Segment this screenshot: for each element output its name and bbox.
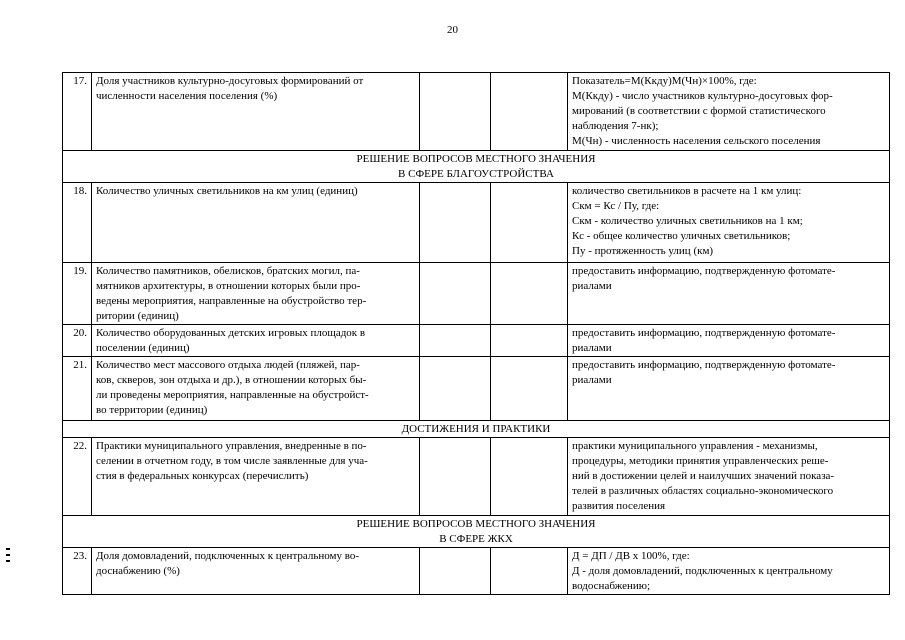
text-line: Количество мест массового отдыха людей (пляжей, пар- bbox=[96, 359, 360, 371]
text-line: мирований (в соответствии с формой статистического bbox=[572, 105, 826, 117]
row-number: 18. bbox=[63, 183, 92, 263]
text-line: РЕШЕНИЕ ВОПРОСОВ МЕСТНОГО ЗНАЧЕНИЯ bbox=[356, 518, 596, 530]
table-row bbox=[63, 438, 890, 516]
text-line: стия в федеральных конкурсах (перечислить) bbox=[96, 470, 309, 482]
text-line: предоставить информацию, подтвержденную фотомате- bbox=[572, 265, 836, 277]
text-line: ведены мероприятия, направленные на обустройство тер- bbox=[96, 295, 367, 307]
text-line: предоставить информацию, подтвержденную фотомате- bbox=[572, 359, 836, 371]
text-line: Практики муниципального управления, внедренные в по- bbox=[96, 440, 367, 452]
text-line: Д - доля домовладений, подключенных к центральному bbox=[572, 565, 833, 577]
text-line: Доля участников культурно-досуговых формирований от bbox=[96, 75, 364, 87]
text-line: мятников архитектуры, в отношении которых были про- bbox=[96, 280, 361, 292]
table-row bbox=[63, 263, 890, 325]
row-number: 23. bbox=[63, 548, 92, 595]
table-row bbox=[63, 548, 890, 595]
value-cell-1 bbox=[420, 325, 491, 357]
value-cell-1 bbox=[420, 183, 491, 263]
margin-mark bbox=[6, 548, 10, 566]
text-line: предоставить информацию, подтвержденную фотомате- bbox=[572, 327, 836, 339]
section-header-row bbox=[63, 151, 890, 183]
text-line: количество светильников в расчете на 1 км улиц: bbox=[572, 185, 802, 197]
calculation-method bbox=[568, 73, 890, 151]
text-line: В СФЕРЕ ЖКХ bbox=[439, 533, 513, 545]
table-row bbox=[63, 357, 890, 421]
text-line: Количество оборудованных детских игровых площадок в bbox=[96, 327, 366, 339]
text-line: селении в отчетном году, в том числе заявленные для уча- bbox=[96, 455, 368, 467]
text-line: развития поселения bbox=[572, 500, 666, 512]
text-line: Доля домовладений, подключенных к центральному во- bbox=[96, 550, 360, 562]
indicators-table bbox=[62, 72, 890, 595]
text-line: Кс - общее количество уличных светильников; bbox=[572, 230, 791, 242]
table-row bbox=[63, 73, 890, 151]
calculation-method bbox=[568, 263, 890, 325]
text-line: процедуры, методики принятия управленческих реше- bbox=[572, 455, 829, 467]
text-line: Скм - количество уличных светильников на 1 км; bbox=[572, 215, 803, 227]
text-line: телей в различных областях социально-экономического bbox=[572, 485, 834, 497]
value-cell-2 bbox=[491, 73, 568, 151]
text-line: практики муниципального управления - механизмы, bbox=[572, 440, 818, 452]
text-line: РЕШЕНИЕ ВОПРОСОВ МЕСТНОГО ЗНАЧЕНИЯ bbox=[356, 153, 596, 165]
indicator-name bbox=[92, 357, 420, 421]
text-line: ДОСТИЖЕНИЯ И ПРАКТИКИ bbox=[401, 423, 551, 435]
calculation-method bbox=[568, 325, 890, 357]
text-line: во территории (единиц) bbox=[96, 404, 208, 416]
value-cell-1 bbox=[420, 438, 491, 516]
text-line: риалами bbox=[572, 280, 612, 292]
value-cell-2 bbox=[491, 357, 568, 421]
text-line: наблюдения 7-нк); bbox=[572, 120, 659, 132]
text-line: Д = ДП / ДВ х 100%, где: bbox=[572, 550, 690, 562]
value-cell-2 bbox=[491, 263, 568, 325]
table-row bbox=[63, 183, 890, 263]
section-title bbox=[63, 516, 890, 548]
text-line: доснабжению (%) bbox=[96, 565, 180, 577]
indicator-name bbox=[92, 183, 420, 263]
section-header-row bbox=[63, 516, 890, 548]
text-line: численности населения поселения (%) bbox=[96, 90, 278, 102]
text-line: ли проведены мероприятия, направленные на обустройст- bbox=[96, 389, 369, 401]
value-cell-1 bbox=[420, 73, 491, 151]
page-number: 20 bbox=[447, 24, 458, 36]
calculation-method bbox=[568, 548, 890, 595]
indicator-name bbox=[92, 263, 420, 325]
text-line: Количество памятников, обелисков, братских могил, па- bbox=[96, 265, 360, 277]
value-cell-2 bbox=[491, 325, 568, 357]
table-row bbox=[63, 325, 890, 357]
value-cell-1 bbox=[420, 357, 491, 421]
indicator-name bbox=[92, 438, 420, 516]
section-title bbox=[63, 421, 890, 438]
calculation-method bbox=[568, 357, 890, 421]
value-cell-1 bbox=[420, 548, 491, 595]
text-line: Показатель=М(Ккду)М(Чн)×100%, где: bbox=[572, 75, 757, 87]
row-number: 21. bbox=[63, 357, 92, 421]
text-line: водоснабжению; bbox=[572, 580, 651, 592]
calculation-method bbox=[568, 183, 890, 263]
indicator-name bbox=[92, 73, 420, 151]
text-line: Скм = Кс / Пу, где: bbox=[572, 200, 660, 212]
text-line: М(Ккду) - число участников культурно-досуговых фор- bbox=[572, 90, 833, 102]
row-number: 19. bbox=[63, 263, 92, 325]
value-cell-2 bbox=[491, 438, 568, 516]
text-line: ний в достижении целей и наилучших значений показа- bbox=[572, 470, 835, 482]
value-cell-2 bbox=[491, 183, 568, 263]
section-header-row bbox=[63, 421, 890, 438]
text-line: риалами bbox=[572, 374, 612, 386]
indicator-name bbox=[92, 548, 420, 595]
row-number: 20. bbox=[63, 325, 92, 357]
text-line: М(Чн) - численность населения сельского поселения bbox=[572, 135, 821, 147]
text-line: Пу - протяженность улиц (км) bbox=[572, 245, 714, 257]
calculation-method bbox=[568, 438, 890, 516]
value-cell-1 bbox=[420, 263, 491, 325]
indicator-name bbox=[92, 325, 420, 357]
text-line: поселении (единиц) bbox=[96, 342, 190, 354]
row-number: 22. bbox=[63, 438, 92, 516]
text-line: ков, скверов, зон отдыха и др.), в отношении которых бы- bbox=[96, 374, 367, 386]
text-line: Количество уличных светильников на км улиц (единиц) bbox=[96, 185, 358, 197]
text-line: риалами bbox=[572, 342, 612, 354]
text-line: ритории (единиц) bbox=[96, 310, 179, 322]
text-line: В СФЕРЕ БЛАГОУСТРОЙСТВА bbox=[398, 168, 554, 180]
section-title bbox=[63, 151, 890, 183]
value-cell-2 bbox=[491, 548, 568, 595]
row-number: 17. bbox=[63, 73, 92, 151]
